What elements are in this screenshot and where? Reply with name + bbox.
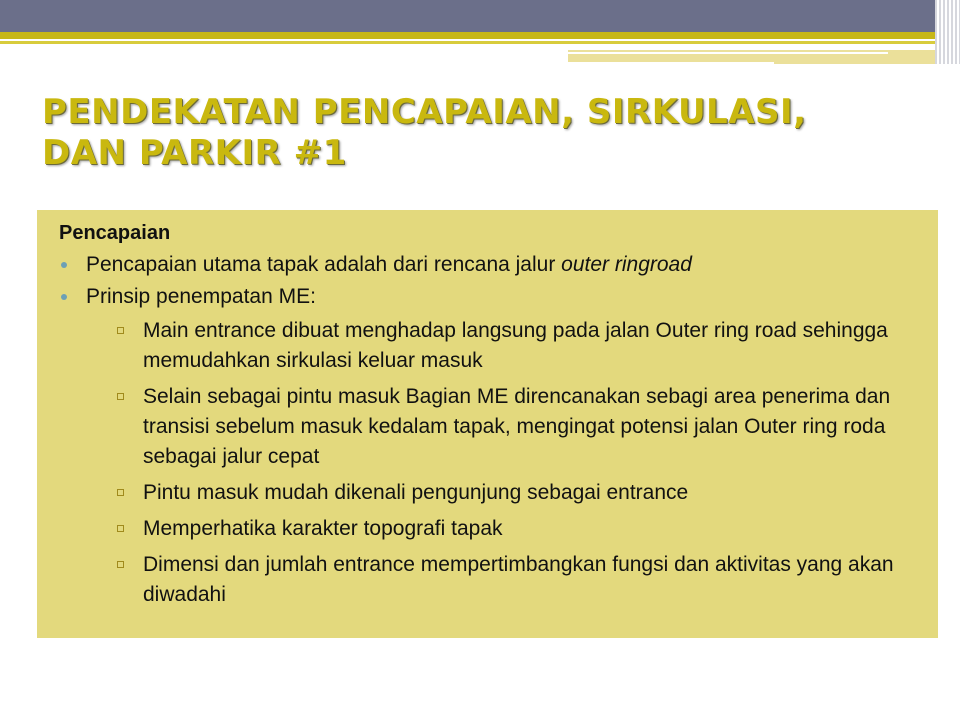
square-bullet-icon bbox=[117, 489, 124, 496]
square-bullet-icon bbox=[117, 561, 124, 568]
square-bullet-icon bbox=[117, 393, 124, 400]
sub-bullet-text: Selain sebagai pintu masuk Bagian ME direncanakan sebagi area penerima dan transisi sebelum masuk kedalam tapak, mengingat potensi jalan Outer ring roda sebagai jalur cepat bbox=[143, 385, 891, 468]
top-band bbox=[0, 0, 935, 32]
sub-bullet-text: Memperhatika karakter topografi tapak bbox=[143, 517, 503, 540]
sub-list-item bbox=[86, 550, 918, 610]
square-bullet-icon bbox=[117, 525, 124, 532]
bullet-italic-text: outer ringroad bbox=[561, 253, 692, 276]
bullet-list bbox=[59, 250, 918, 610]
square-bullet-icon bbox=[117, 327, 124, 334]
slide-title: PENDEKATAN PENCAPAIAN, SIRKULASI, DAN PARKIR #1 bbox=[42, 92, 807, 173]
sub-list-item bbox=[86, 478, 918, 508]
list-item bbox=[59, 282, 918, 610]
decor-line-short bbox=[568, 62, 774, 64]
sub-bullet-text: Main entrance dibuat menghadap langsung pada jalan Outer ring road sehingga memudahkan sirkulasi keluar masuk bbox=[143, 319, 888, 372]
content-box bbox=[37, 210, 938, 638]
gold-band bbox=[0, 32, 935, 39]
sub-bullet-list bbox=[86, 316, 918, 610]
sub-list-item bbox=[86, 316, 918, 376]
decor-stripes bbox=[935, 0, 960, 64]
gold-band-thin bbox=[0, 41, 935, 44]
section-heading: Pencapaian bbox=[59, 222, 171, 244]
sub-bullet-text: Dimensi dan jumlah entrance mempertimbangkan fungsi dan aktivitas yang akan diwadahi bbox=[143, 553, 894, 606]
bullet-text: Prinsip penempatan ME: bbox=[86, 285, 316, 308]
sub-list-item bbox=[86, 382, 918, 472]
sub-bullet-text: Pintu masuk mudah dikenali pengunjung sebagai entrance bbox=[143, 481, 689, 504]
dot-bullet-icon bbox=[61, 294, 67, 300]
sub-list-item bbox=[86, 514, 918, 544]
decor-line bbox=[568, 52, 888, 54]
dot-bullet-icon bbox=[61, 262, 67, 268]
list-item bbox=[59, 250, 918, 280]
bullet-text: Pencapaian utama tapak adalah dari rencana jalur bbox=[86, 253, 562, 276]
